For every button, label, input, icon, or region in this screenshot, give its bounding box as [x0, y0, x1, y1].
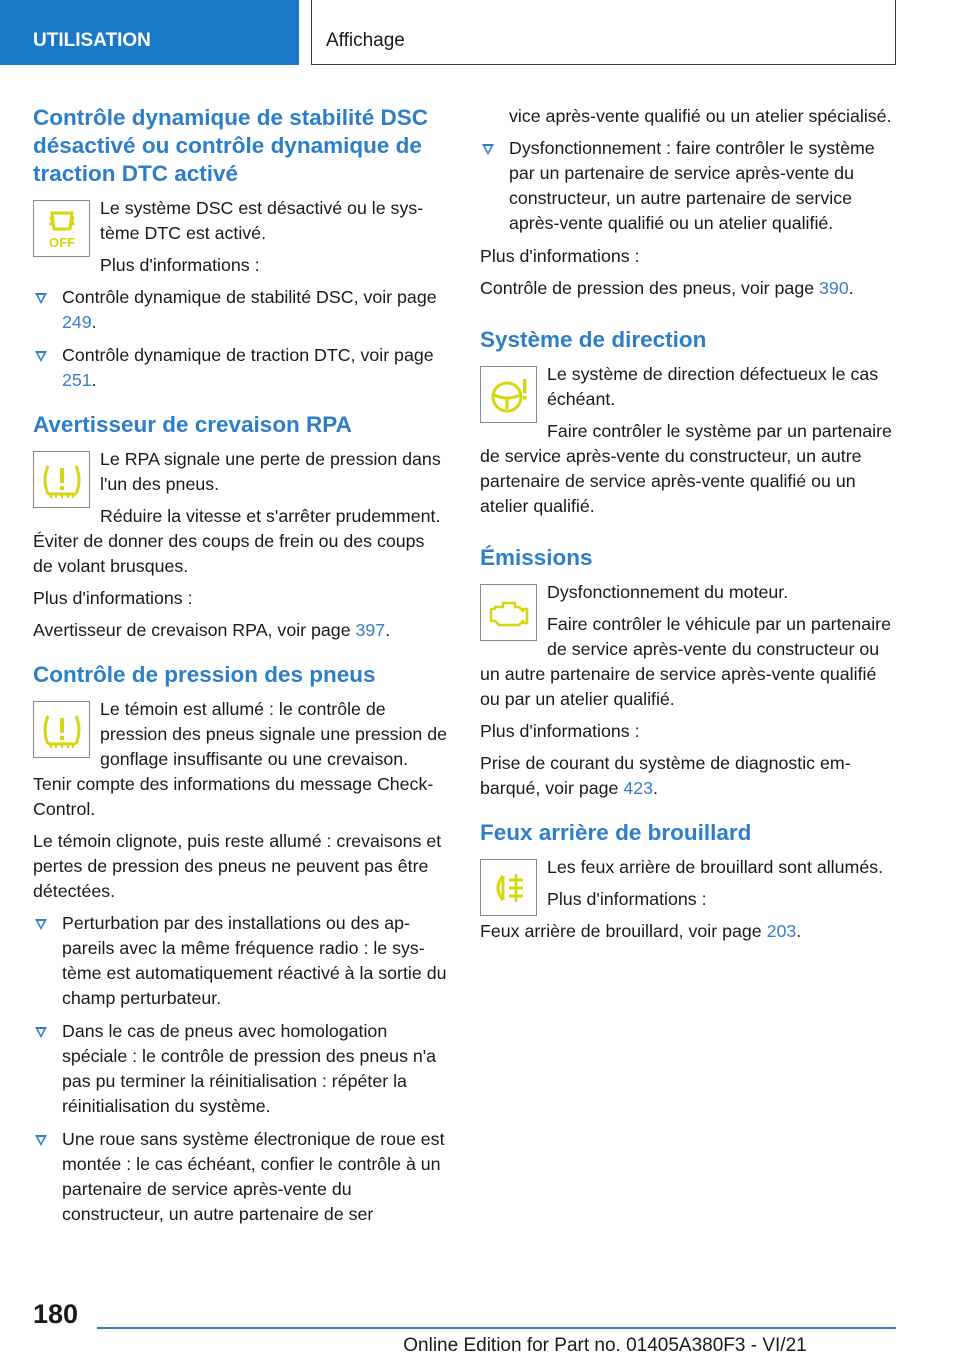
- list-item: Contrôle dynamique de traction DTC, voir page 251.: [33, 343, 448, 393]
- tpms-list-continued: [480, 136, 895, 236]
- section-dsc-dtc: [33, 104, 448, 393]
- page-link[interactable]: 203: [766, 921, 797, 941]
- rpa-desc: Le RPA signale une perte de pression dans l'un des pneus.: [100, 449, 441, 494]
- dsc-list: [33, 285, 448, 393]
- section-emissions: [480, 544, 895, 801]
- left-column: [33, 104, 448, 1245]
- list-item: Une roue sans système électronique de roue est montée : le cas échéant, confier le contrôle à un partenaire de service après-vente du constructeur, un autre partenaire de ser: [33, 1127, 448, 1227]
- dsc-more-info: Plus d'informations :: [100, 255, 260, 275]
- section-title-steering: Système de direction: [480, 327, 707, 352]
- emissions-advice: Faire contrôler le véhicule par un partenaire de service après-vente du constructeur ou un autre partenaire de service après-vente qualifié ou par un atelier qualifié.: [480, 614, 891, 709]
- rear-fog-ref: Feux arrière de brouillard, voir page 203.: [480, 921, 802, 941]
- rpa-ref: Avertisseur de crevaison RPA, voir page 397.: [33, 620, 391, 640]
- list-item: Dysfonctionnement : faire contrôler le système par un partenaire de service après-vente du constructeur, un autre partenaire de service après-vente qualifié ou un atelier qualifié.: [480, 136, 895, 236]
- list-item: Contrôle dynamique de stabilité DSC, voir page 249.: [33, 285, 448, 335]
- dsc-off-icon: [33, 200, 90, 257]
- section-rear-fog: [480, 819, 895, 944]
- dsc-text: [100, 196, 448, 285]
- header-chapter-title: Affichage: [311, 0, 896, 65]
- rear-fog-light-icon: [480, 859, 537, 916]
- rear-fog-more-info: Plus d'informations :: [547, 889, 707, 909]
- emissions-desc: Dysfonctionnement du moteur.: [547, 582, 789, 602]
- tpms-ref: Contrôle de pression des pneus, voir page 390.: [480, 278, 854, 298]
- rpa-advice: Réduire la vitesse et s'arrêter prudemment. Éviter de donner des coups de frein ou des coups de volant brusques.: [33, 506, 441, 576]
- tpms-blinking: Le témoin clignote, puis reste allumé : crevaisons et pertes de pression des pneus ne peuvent pas être détectées.: [33, 831, 442, 901]
- tire-pressure-warning-icon: [33, 451, 90, 508]
- page-link[interactable]: 249: [62, 312, 92, 332]
- section-rpa: [33, 411, 448, 643]
- tpms-more-info: Plus d'informations :: [480, 246, 640, 266]
- section-steering: [480, 326, 895, 526]
- footer-divider: [97, 1327, 896, 1329]
- dsc-icon-row: [33, 196, 448, 285]
- page-link[interactable]: 423: [623, 778, 654, 798]
- steering-warning-icon: [480, 366, 537, 423]
- footer-edition: Online Edition for Part no. 01405A380F3 - VI/21: [403, 1335, 807, 1356]
- continued-text: vice après-vente qualifié ou un atelier spécialisé.: [509, 106, 892, 126]
- emissions-ref: Prise de courant du système de diagnostic embarqué, voir page 423.: [480, 753, 851, 798]
- steering-desc: Le système de direction défectueux le cas échéant.: [547, 364, 879, 409]
- right-column: [480, 104, 895, 962]
- section-title-emissions: Émissions: [480, 545, 593, 570]
- rpa-more-info: Plus d'informations :: [33, 588, 193, 608]
- engine-warning-icon: [480, 584, 537, 641]
- list-item: Dans le cas de pneus avec homologation spéciale : le contrôle de pression des pneus n'a pas pu terminer la réinitialisation : répéter la réinitialisation du système.: [33, 1019, 448, 1119]
- header-section-tab: UTILISATION: [0, 0, 299, 65]
- page-link[interactable]: 251: [62, 370, 92, 390]
- tpms-list: [33, 911, 448, 1227]
- rear-fog-desc: Les feux arrière de brouillard sont allumés.: [547, 857, 884, 877]
- page-number: 180: [33, 1299, 79, 1329]
- list-item: Perturbation par des installations ou des appareils avec la même fréquence radio : le système est automatiquement réactivé à la sortie du champ perturbateur.: [33, 911, 448, 1011]
- svg-text:OFF: OFF: [48, 234, 75, 250]
- section-tpms: [33, 661, 448, 1227]
- page-link[interactable]: 390: [819, 278, 849, 298]
- page-link[interactable]: 397: [355, 620, 386, 640]
- section-title-rear-fog: Feux arrière de brouillard: [480, 820, 752, 845]
- dsc-desc: Le système DSC est désactivé ou le système DTC est activé.: [100, 198, 424, 243]
- tire-pressure-warning-icon: [33, 701, 90, 758]
- section-title-tpms: Contrôle de pression des pneus: [33, 662, 376, 687]
- section-title-dsc: Contrôle dynamique de stabilité DSC désactivé ou contrôle dynamique de traction DTC activé: [33, 105, 429, 186]
- tpms-desc: Le témoin est allumé : le contrôle de pression des pneus signale une pression de gonflage insuffisante ou une crevaison. Tenir compte des informations du message Check-Control.: [33, 699, 447, 819]
- steering-advice: Faire contrôler le système par un partenaire de service après-vente du constructeur, un autre partenaire de service après-vente qualifié ou un atelier qualifié.: [480, 421, 892, 516]
- section-title-rpa: Avertisseur de crevaison RPA: [33, 412, 352, 437]
- emissions-more-info: Plus d'informations :: [480, 721, 640, 741]
